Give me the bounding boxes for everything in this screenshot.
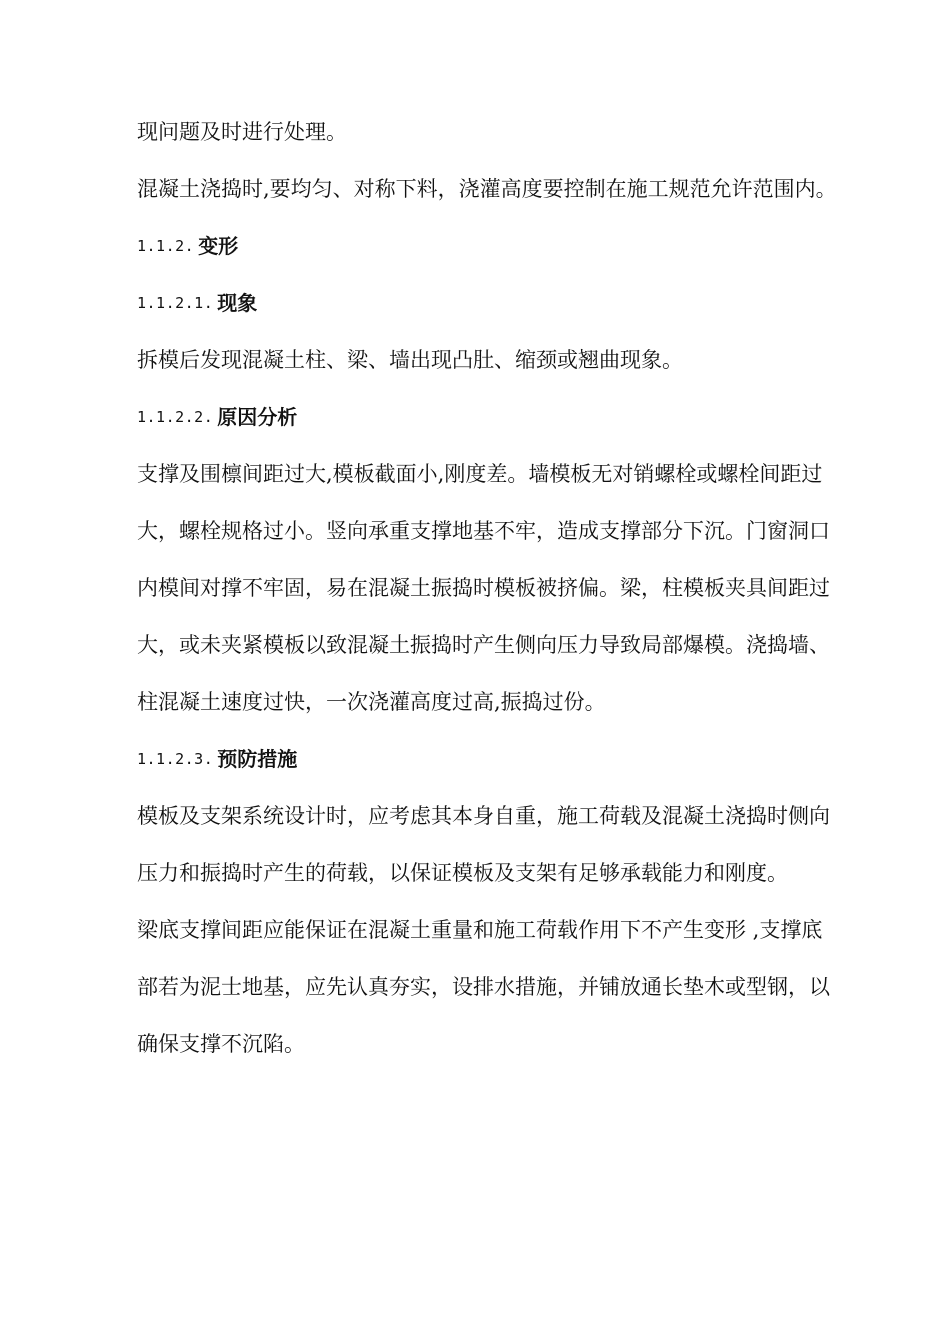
heading-number: 1.1.2.2.: [137, 408, 214, 426]
heading-deformation: [137, 218, 843, 275]
paragraph-prevention-support: 梁底支撑间距应能保证在混凝土重量和施工荷载作用下不产生变形 ,支撑底部若为泥士地基，应先认真夯实，设排水措施，并铺放通长垫木或型钢，以确保支撑不沉陷。: [137, 918, 830, 1056]
heading-number: 1.1.2.1.: [137, 294, 214, 312]
paragraph-continuation: 现问题及时进行处理。: [137, 120, 347, 144]
heading-phenomenon: [137, 275, 843, 332]
paragraph-pouring: 混凝土浇捣时,要均匀、对称下料，浇灌高度要控制在施工规范允许范围内。: [137, 177, 837, 201]
heading-prevention: [137, 731, 843, 788]
heading-title: 变形: [198, 234, 239, 258]
paragraph-phenomenon: 拆模后发现混凝土柱、梁、墙出现凸肚、缩颈或翘曲现象。: [137, 348, 683, 372]
document-body: [137, 104, 843, 1073]
heading-title: 现象: [217, 291, 258, 315]
heading-number: 1.1.2.: [137, 237, 195, 255]
heading-number: 1.1.2.3.: [137, 750, 214, 768]
paragraph-cause-analysis: 支撑及围檩间距过大,模板截面小,刚度差。墙模板无对销螺栓或螺栓间距过大，螺栓规格过小。竖向承重支撑地基不牢，造成支撑部分下沉。门窗洞口内模间对撑不牢固，易在混凝土振捣时模板被挤偏。梁，柱模板夹具间距过大，或未夹紧模板以致混凝土振捣时产生侧向压力导致局部爆模。浇捣墙、柱混凝土速度过快，一次浇灌高度过高,振捣过份。: [137, 462, 830, 714]
heading-title: 原因分析: [217, 405, 298, 429]
heading-cause-analysis: [137, 389, 843, 446]
heading-title: 预防措施: [217, 747, 298, 771]
paragraph-prevention-design: 模板及支架系统设计时，应考虑其本身自重，施工荷载及混凝土浇捣时侧向压力和振捣时产生的荷载，以保证模板及支架有足够承载能力和刚度。: [137, 804, 830, 885]
